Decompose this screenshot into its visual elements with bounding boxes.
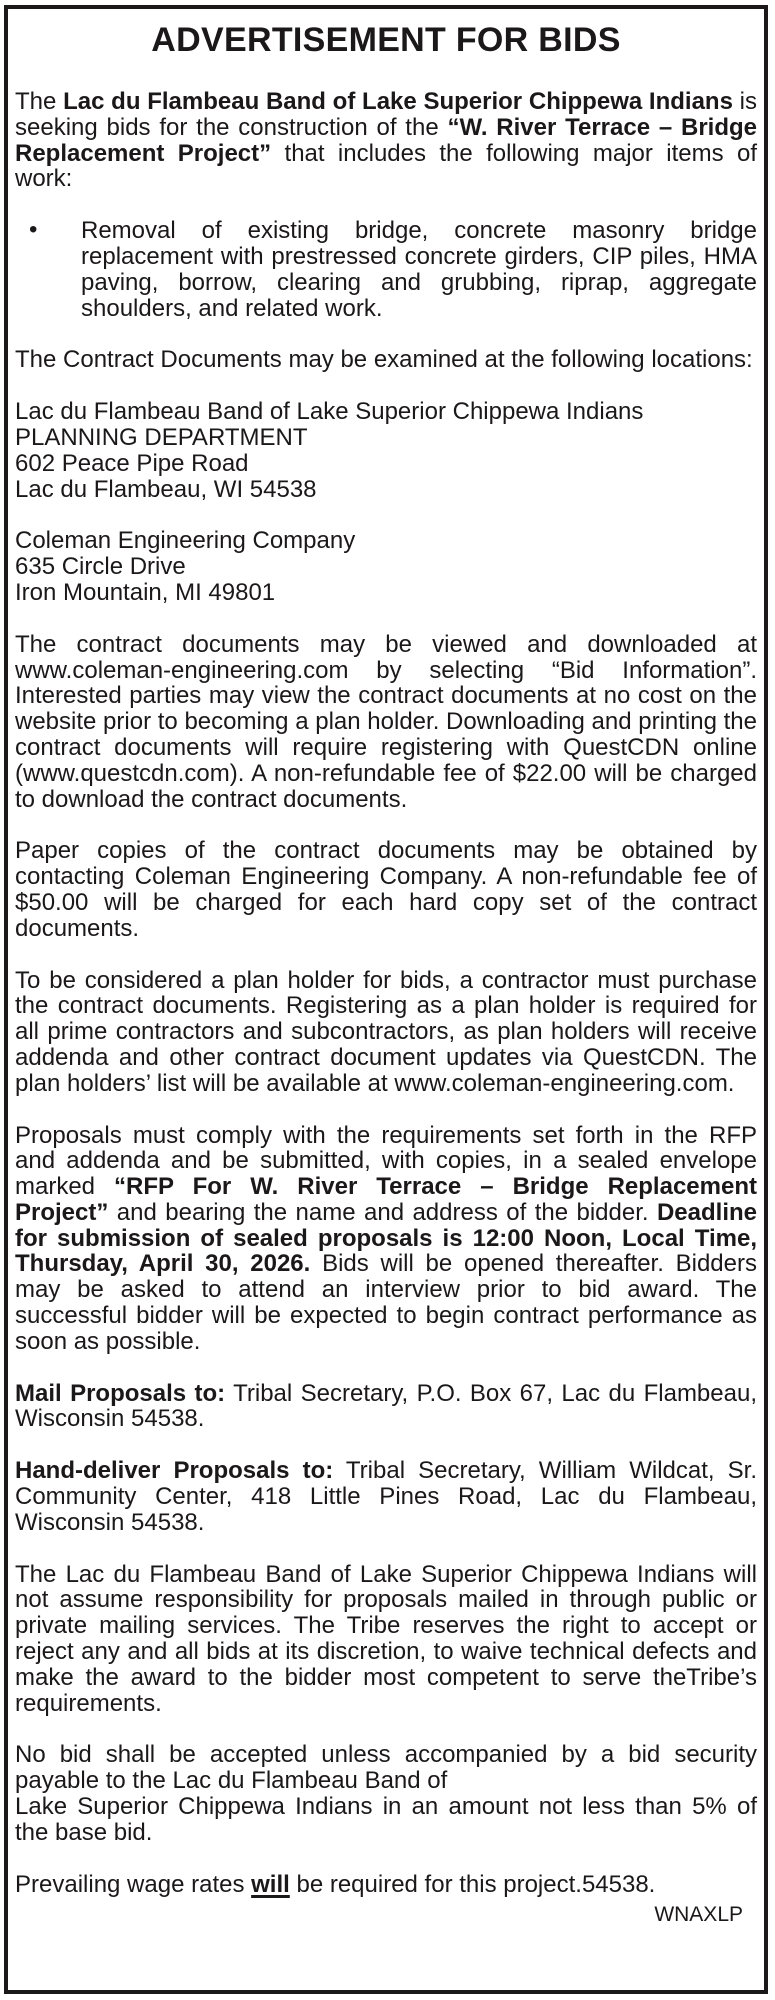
bid-security-line-2: Lake Superior Chippewa Indians in an amount not less than 5% of the base bid. bbox=[15, 1793, 757, 1846]
page-title: ADVERTISEMENT FOR BIDS bbox=[151, 21, 621, 59]
examine-paragraph: The Contract Documents may be examined at the following locations: bbox=[15, 346, 753, 374]
address-line: Lac du Flambeau Band of Lake Superior Chippewa Indians bbox=[15, 398, 644, 426]
mail-proposals-label: Mail Proposals to: bbox=[15, 1379, 226, 1407]
proposals-text-1: Proposals must comply with the requirements set forth in the RFP and addenda and be submitted, with copies, in a sealed envelope marked bbox=[15, 1121, 757, 1201]
paper-copies-paragraph: Paper copies of the contract documents may be obtained by contacting Coleman Engineering Company. A non-refundable fee of $50.00 will be charged for each hard copy set of the contract documents. bbox=[15, 837, 757, 942]
advertisement-border-frame bbox=[4, 5, 768, 1994]
responsibility-paragraph: The Lac du Flambeau Band of Lake Superior Chippewa Indians will not assume responsibility for proposals mailed in through public or private mailing services. The Tribe reserves the right to accept or reject any and all bids at its discretion, to waive technical defects and make the award to the bidder most competent to serve theTribe’s requirements. bbox=[15, 1560, 757, 1717]
mail-proposals-text: Tribal Secretary, P.O. Box 67, Lac du Flambeau, Wisconsin 54538. bbox=[15, 1379, 757, 1433]
will-underlined-bold: will bbox=[251, 1870, 290, 1898]
tribe-name-bold: Lac du Flambeau Band of Lake Superior Chippewa Indians bbox=[63, 88, 733, 115]
address-line: 635 Circle Drive bbox=[15, 553, 186, 581]
bid-security-line-1: No bid shall be accepted unless accompanied by a bid security payable to the Lac du Flambeau Band of bbox=[15, 1741, 757, 1795]
project-name-bold: “W. River Terrace – Bridge Replacement Project” bbox=[15, 113, 758, 167]
proposals-text-3: Bids will be opened thereafter. Bidders may be asked to attend an interview prior to bid award. The successful bidder will be expected to begin contract performance as soon as possible. bbox=[15, 1250, 757, 1355]
intro-text-3: that includes the following major items of work: bbox=[15, 139, 757, 193]
proposals-text-2: and bearing the name and address of the bidder. bbox=[108, 1198, 657, 1226]
address-line: PLANNING DEPARTMENT bbox=[15, 423, 308, 451]
prevailing-text-1: Prevailing wage rates bbox=[15, 1870, 252, 1898]
planning-department-address bbox=[15, 399, 757, 502]
address-line: Lac du Flambeau, WI 54538 bbox=[15, 475, 317, 503]
deadline-bold: Deadline for submission of sealed proposals is 12:00 Noon, Local Time, Thursday, April 30, 2026. bbox=[15, 1198, 757, 1278]
intro-text-2: is seeking bids for the construction of the bbox=[15, 88, 757, 141]
mail-proposals-paragraph bbox=[15, 1381, 757, 1433]
wnaxlp-footer: WNAXLP bbox=[654, 1903, 743, 1927]
coleman-engineering-address bbox=[15, 528, 757, 605]
work-item bbox=[15, 218, 757, 321]
bullet-icon: • bbox=[29, 216, 38, 244]
online-documents-paragraph: The contract documents may be viewed and downloaded at www.coleman-engineering.com by selecting “Bid Information”. Interested parties may view the contract documents at no cost on the website prior to becoming a plan holder. Downloading and printing the contract documents will require registering with QuestCDN online (www.questcdn.com). A non-refundable fee of $22.00 will be charged to download the contract documents. bbox=[15, 630, 757, 813]
intro-paragraph bbox=[15, 89, 757, 192]
intro-text-1: The bbox=[15, 88, 64, 115]
hand-deliver-text: Tribal Secretary, William Wildcat, Sr. Community Center, 418 Little Pines Road, Lac du Flambeau, Wisconsin 54538. bbox=[15, 1457, 757, 1536]
address-line: Iron Mountain, MI 49801 bbox=[15, 578, 276, 606]
address-line: 602 Peace Pipe Road bbox=[15, 449, 249, 477]
proposals-paragraph bbox=[15, 1123, 757, 1355]
plan-holder-paragraph: To be considered a plan holder for bids, a contractor must purchase the contract documents. Registering as a plan holder is required for all prime contractors and subcontractors, as plan holders will receive addenda and other contract document updates via QuestCDN. The plan holders’ list will be available at www.coleman-engineering.com. bbox=[15, 966, 757, 1097]
work-item-text: Removal of existing bridge, concrete masonry bridge replacement with prestressed concrete girders, CIP piles, HMA paving, borrow, clearing and grubbing, riprap, aggregate shoulders, and related work. bbox=[81, 217, 757, 322]
prevailing-text-2: be required for this project.54538. bbox=[289, 1870, 656, 1898]
address-line: Coleman Engineering Company bbox=[15, 527, 356, 555]
hand-deliver-paragraph bbox=[15, 1458, 757, 1535]
rfp-envelope-label-bold: “RFP For W. River Terrace – Bridge Replacement Project” bbox=[15, 1173, 757, 1226]
bid-security-paragraph bbox=[15, 1742, 757, 1845]
hand-deliver-label: Hand-deliver Proposals to: bbox=[15, 1457, 334, 1485]
prevailing-wage-paragraph bbox=[15, 1872, 757, 1898]
